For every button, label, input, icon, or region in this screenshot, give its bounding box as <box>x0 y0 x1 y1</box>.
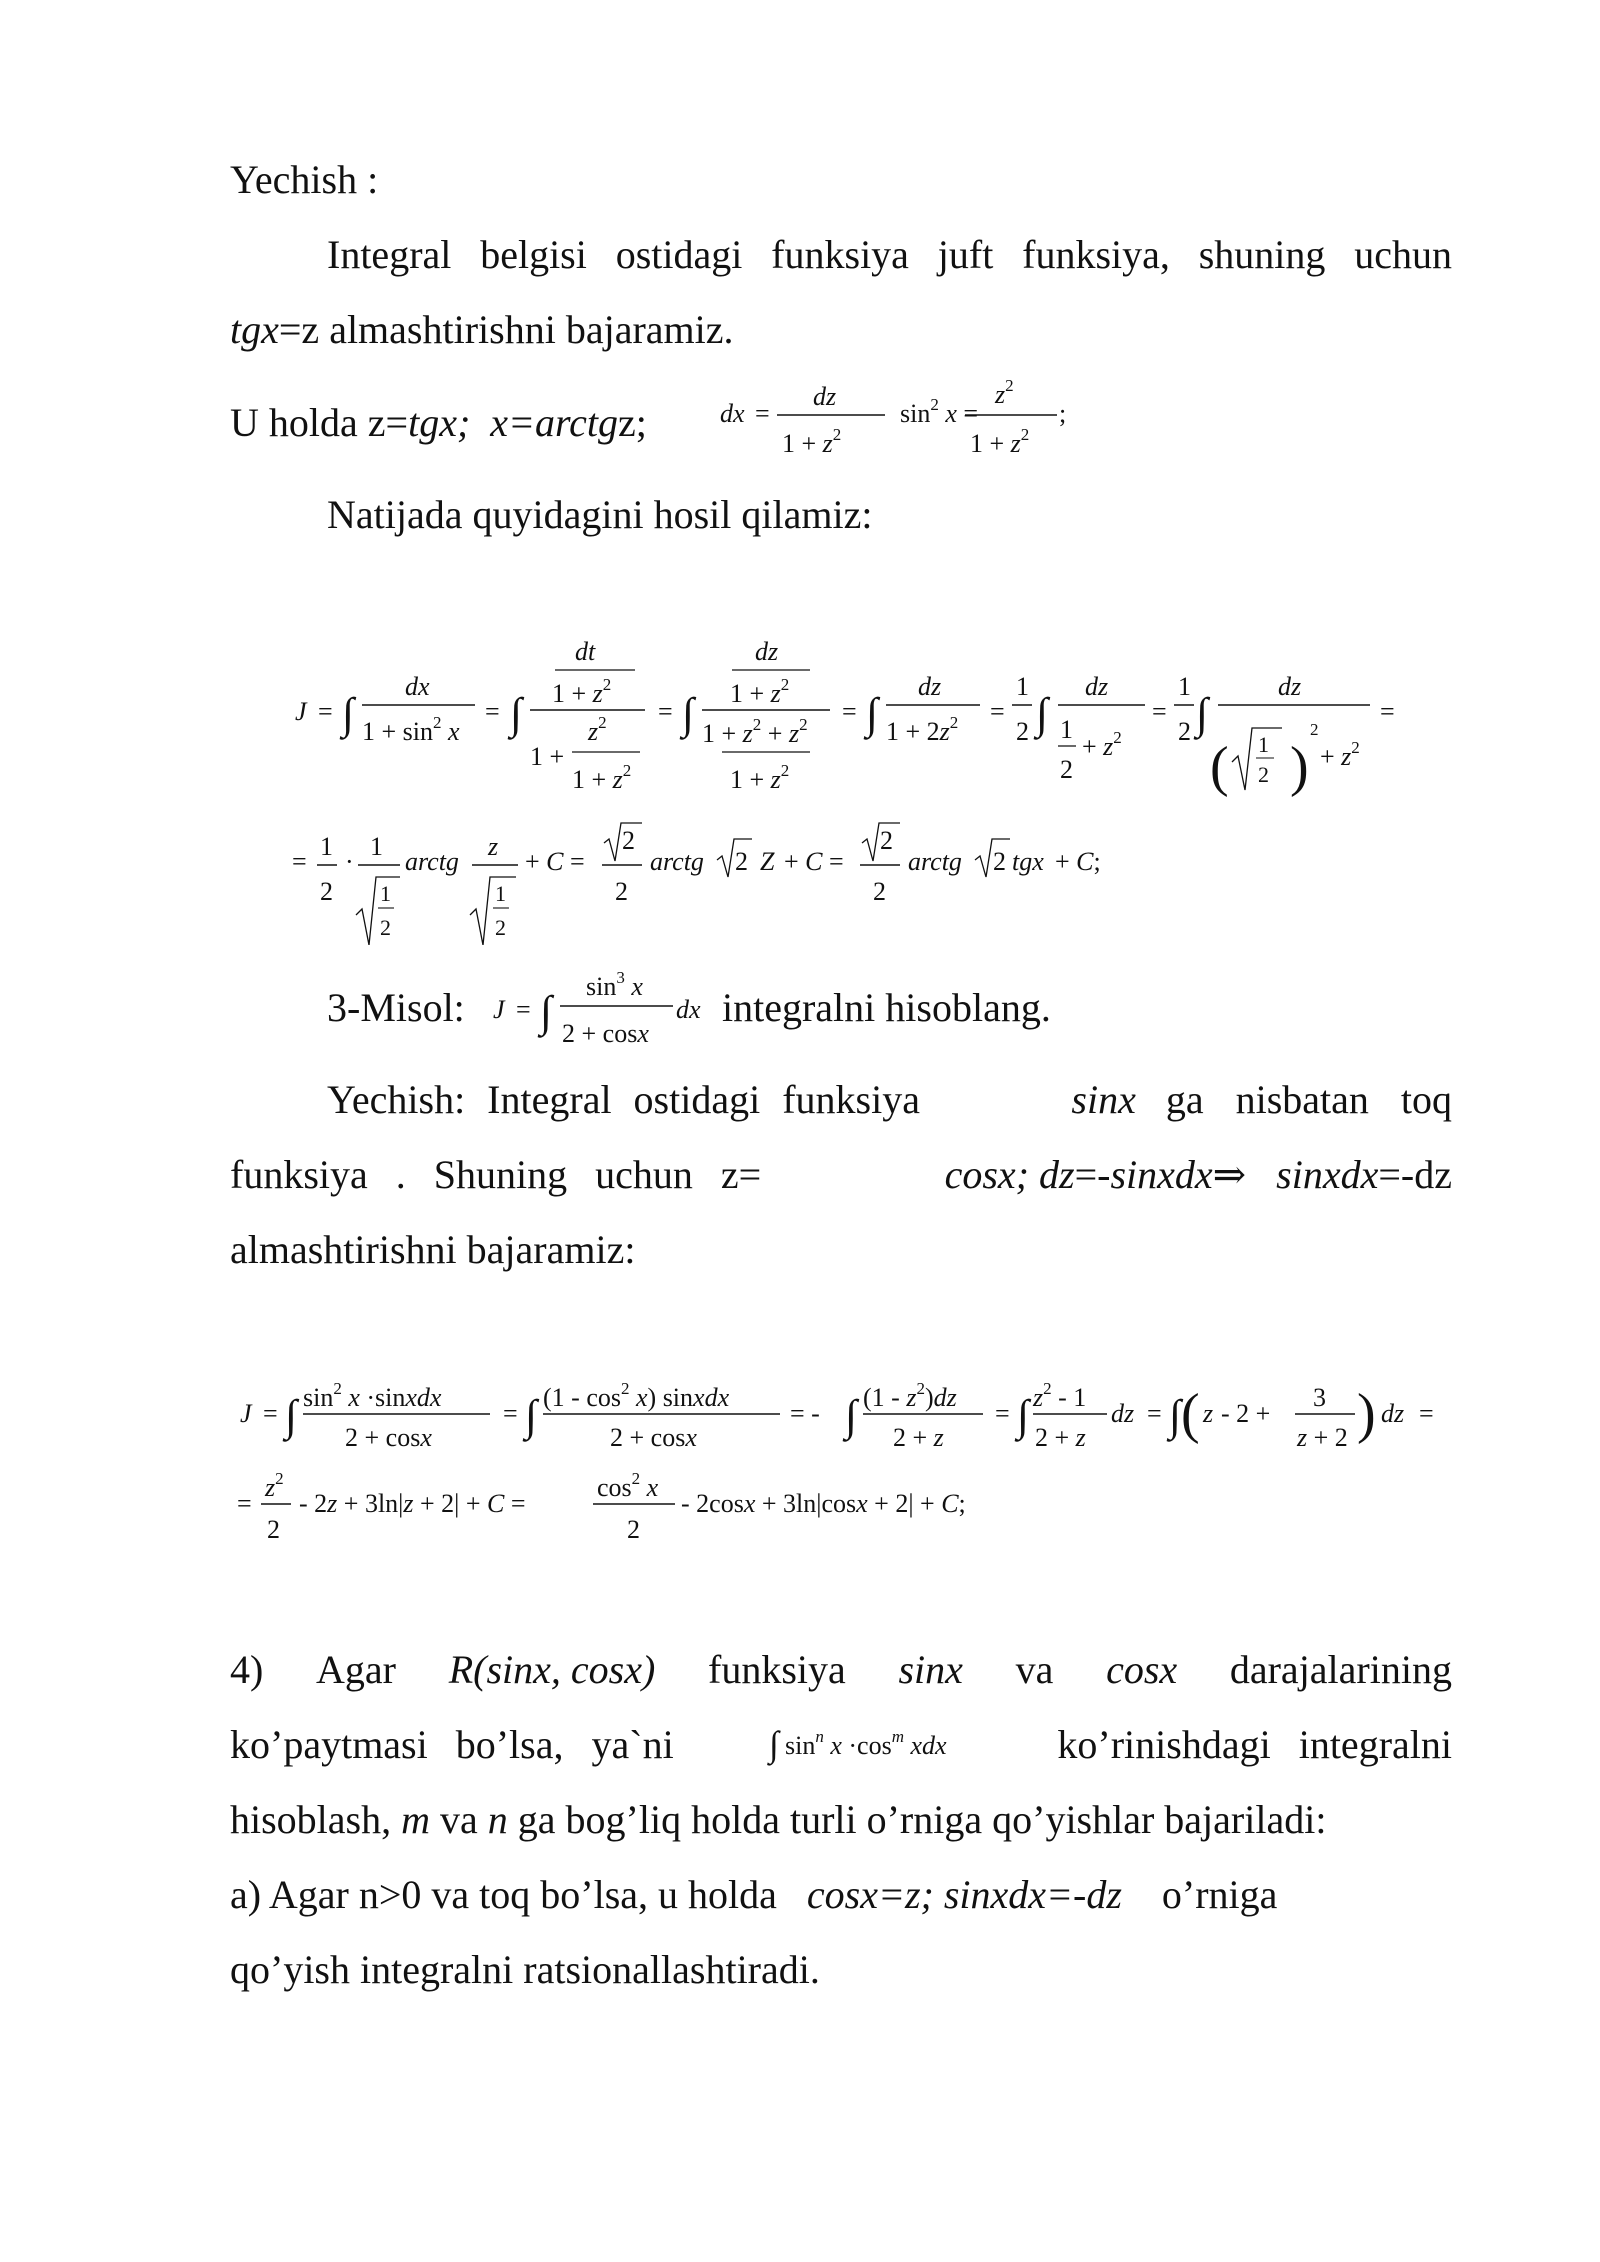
svg-text:1: 1 <box>1258 732 1269 757</box>
svg-text:z2: $z^2$ <box>265 1469 284 1502</box>
svg-text:2: 2 <box>267 1515 280 1544</box>
svg-text:+ C =: + C = <box>784 847 844 876</box>
formula-example3 <box>488 960 718 1060</box>
svg-text:J: J <box>493 995 505 1024</box>
paragraph-line <box>230 1870 1452 1920</box>
svg-text:1 + z2: $1 + z^2$ <box>552 675 612 708</box>
svg-text:dz: dz <box>755 637 779 666</box>
paragraph-text: funksiya . Shuning uchun z= <box>230 1152 762 1197</box>
svg-text:∫: ∫ <box>1036 689 1049 738</box>
svg-text:=: = <box>1152 697 1167 726</box>
svg-text:2: 2 <box>320 877 333 906</box>
paragraph-text: ga nisbatan toq <box>1165 1077 1452 1122</box>
svg-text:dz: dz <box>1381 1399 1405 1428</box>
svg-text:2: 2 <box>1178 717 1191 746</box>
svg-text:z + 2: z + 2 <box>1297 1423 1348 1450</box>
svg-text:+ z2: + $z^2$ <box>1320 738 1360 771</box>
paragraph-line <box>230 305 1452 355</box>
svg-text:∫: ∫ <box>525 1391 538 1440</box>
formula-sin-cos-power <box>761 1720 971 1770</box>
svg-text:1 + z2: $1 + z^2$ <box>572 761 632 794</box>
svg-text:∫: ∫ <box>866 689 879 738</box>
paragraph-line: qo’yish integralni ratsionallashtiradi. <box>230 1947 820 1992</box>
svg-text:dz: dz <box>813 382 837 411</box>
formula-example3-result <box>235 1460 1135 1550</box>
math-var: sinxdx <box>1110 1152 1213 1197</box>
math-var: sinx <box>898 1647 963 1692</box>
svg-text:=: = <box>292 847 307 876</box>
svg-text:1: 1 <box>1016 672 1029 701</box>
svg-text:∫: ∫ <box>1196 689 1209 738</box>
svg-text:(: ( <box>1210 736 1229 798</box>
paragraph-line: Natijada quyidagini hosil qilamiz: <box>327 492 873 537</box>
math-var: R(sinx, cosx) <box>448 1647 656 1692</box>
svg-text:1 + sin2 x: $1 + \sin^2 x$ <box>362 713 460 746</box>
svg-text:J: J <box>295 697 307 726</box>
svg-text:2: 2 <box>993 847 1006 876</box>
svg-text:∫: ∫ <box>1169 1391 1182 1440</box>
paragraph-text-group <box>945 1150 1452 1200</box>
svg-text:2: 2 <box>380 915 391 940</box>
paragraph-text: funksiya <box>708 1647 846 1692</box>
svg-text:- 2 +: - 2 + <box>1221 1399 1271 1428</box>
math-var: sinx <box>1071 1077 1136 1122</box>
paragraph-text: =-dz <box>1378 1152 1452 1197</box>
math-var: cosx; dz <box>944 1152 1075 1197</box>
paragraph-text: ko’rinishdagi integralni <box>1057 1722 1452 1767</box>
svg-text:z2: $z^2$ <box>995 376 1014 409</box>
svg-text:(1 - cos2 x) sinxdx: $(1 - \cos^2 x)$ sinxdx <box>543 1379 730 1412</box>
paragraph-line <box>230 1720 1452 1770</box>
svg-text:1: 1 <box>370 832 383 861</box>
svg-text:2 + z: 2 + z <box>1035 1423 1086 1450</box>
svg-text:2: 2 <box>735 847 748 876</box>
paragraph-line <box>230 1645 1452 1695</box>
svg-text:arctg: arctg <box>908 847 962 876</box>
svg-text:dx: dx <box>405 672 430 701</box>
svg-text:∫: ∫ <box>682 689 695 738</box>
svg-text:;: ; <box>1059 399 1067 428</box>
svg-text:= -: = - <box>790 1399 820 1428</box>
svg-text:): ) <box>1357 1383 1376 1445</box>
svg-text:2 + cosx: 2 + cosx <box>345 1423 432 1450</box>
paragraph-line: Integral belgisi ostidagi funksiya juft funksiya, shuning uchun <box>327 232 1452 277</box>
svg-text:2: 2 <box>495 915 506 940</box>
svg-text:2: 2 <box>627 1515 640 1544</box>
svg-text:=: = <box>1419 1399 1434 1428</box>
svg-text:1 + z2: $1 + z^2$ <box>730 675 790 708</box>
formula-main-result <box>290 815 1190 945</box>
svg-text:2: 2 <box>1310 720 1319 739</box>
paragraph-text: ga bog’liq holda turli o’rniga qo’yishlar bajariladi: <box>517 1797 1327 1842</box>
svg-text:(1 - z2)dz: $(1 - z^2)dz$ <box>863 1379 957 1412</box>
svg-text:dz: dz <box>1278 672 1302 701</box>
svg-text:dx: dx <box>676 995 701 1024</box>
svg-text:=: = <box>755 399 770 428</box>
svg-text:∫: ∫ <box>510 689 523 738</box>
svg-text:1 + 2z2: $1 + 2z^2$ <box>886 713 959 746</box>
svg-text:1: 1 <box>495 881 506 906</box>
math-var: z; <box>617 400 647 445</box>
math-var: cosx=z; sinxdx=-dz <box>806 1872 1122 1917</box>
svg-text:1 + z2: $1 + z^2$ <box>730 761 790 794</box>
svg-text:∫: ∫ <box>285 1391 298 1440</box>
paragraph-text: a) Agar n>0 va toq bo’lsa, u holda <box>230 1872 777 1917</box>
svg-text:3: 3 <box>1313 1383 1326 1412</box>
math-var: m <box>401 1797 431 1842</box>
svg-text:z2 - 1: $z^2 - 1$ <box>1033 1379 1087 1412</box>
svg-text:Z: Z <box>760 847 775 876</box>
svg-text:sin2 x ·sinxdx: $\sin^2 x$ ·sinxdx <box>303 1379 442 1412</box>
svg-text:1 + z2: $1 + z^2$ <box>970 425 1030 458</box>
paragraph-text: Yechish: Integral ostidagi funksiya <box>327 1077 920 1122</box>
svg-text:2: 2 <box>1060 755 1073 784</box>
paragraph-text: ko’paytmasi bo’lsa, ya`ni <box>230 1722 674 1767</box>
svg-text:1 + z2: $1 + z^2$ <box>782 425 842 458</box>
svg-text:sin2 x =: $\sin^2 x$ = <box>900 395 979 428</box>
svg-text:=: = <box>990 697 1005 726</box>
formula-substitution <box>715 370 1095 470</box>
math-var: tgx <box>230 307 279 352</box>
svg-text:dt: dt <box>575 637 596 666</box>
svg-text:1 + z2 + z2: $1 + z^2 + z^2$ <box>702 715 808 748</box>
svg-text:=: = <box>1380 697 1395 726</box>
paragraph-line <box>230 1150 1452 1200</box>
paragraph-text: darajalarining <box>1229 1647 1452 1692</box>
svg-text:=: = <box>842 697 857 726</box>
svg-text:dz: dz <box>1085 672 1109 701</box>
paragraph-text: hisoblash, <box>230 1797 392 1842</box>
paragraph-text: integralni hisoblang. <box>722 985 1051 1030</box>
svg-text:+ C;: + C; <box>1055 847 1101 876</box>
svg-text:z: z <box>488 832 499 861</box>
paragraph-line: almashtirishni bajaramiz: <box>230 1227 636 1272</box>
paragraph-line <box>230 398 710 448</box>
svg-text:=: = <box>995 1399 1010 1428</box>
svg-text:=: = <box>318 697 333 726</box>
svg-text:=: = <box>263 1399 278 1428</box>
svg-text:1: 1 <box>1178 672 1191 701</box>
paragraph-text: =- <box>1074 1152 1111 1197</box>
svg-text:dx: dx <box>720 399 745 428</box>
svg-text:=: = <box>503 1399 518 1428</box>
svg-text:=: = <box>1147 1399 1162 1428</box>
svg-text:tgx: tgx <box>1012 847 1044 876</box>
paragraph-text: =z almashtirishni bajaramiz. <box>278 307 734 352</box>
svg-text:∫: ∫ <box>1017 1391 1030 1440</box>
svg-text:2: 2 <box>622 826 635 855</box>
svg-text:sin3 x: $\sin^3 x$ <box>586 968 643 1001</box>
math-var: sinxdx <box>1276 1152 1379 1197</box>
svg-text:(: ( <box>1181 1383 1200 1445</box>
svg-text:2: 2 <box>1258 762 1269 787</box>
paragraph-line <box>230 1795 1452 1845</box>
svg-text:∫: ∫ <box>342 689 355 738</box>
svg-text:1: 1 <box>320 832 333 861</box>
svg-text:2 + z: 2 + z <box>893 1423 944 1450</box>
svg-text:=: = <box>485 697 500 726</box>
svg-text:∫: ∫ <box>845 1391 858 1440</box>
svg-text:2: 2 <box>880 826 893 855</box>
svg-text:1 +: 1 + <box>530 742 565 771</box>
svg-text:dz: dz <box>918 672 942 701</box>
formula-main-integral <box>290 630 1420 810</box>
svg-text:2 + cosx: 2 + cosx <box>562 1019 649 1048</box>
svg-text:arctg: arctg <box>650 847 704 876</box>
math-var: tgx; <box>408 400 471 445</box>
svg-text:2: 2 <box>873 877 886 906</box>
paragraph-text-group <box>1071 1075 1452 1125</box>
svg-text:∫: ∫ <box>768 1724 779 1764</box>
svg-text:2: 2 <box>615 877 628 906</box>
implies-symbol: ⇒ <box>1212 1152 1247 1197</box>
svg-text:cos2 x: $\cos^2 x$ <box>597 1469 659 1502</box>
svg-text:z2: $z^2$ <box>588 713 607 746</box>
math-var: n <box>487 1797 508 1842</box>
svg-text:z: z <box>1203 1399 1214 1428</box>
svg-text:dz: dz <box>1111 1399 1135 1428</box>
math-var: x=arctg <box>490 400 618 445</box>
svg-text:·: · <box>345 847 354 876</box>
svg-text:=: = <box>516 995 531 1024</box>
formula-example3-transform <box>235 1370 1460 1450</box>
math-var: cosx <box>1106 1647 1178 1692</box>
example-label: 3-Misol: <box>327 985 465 1030</box>
svg-text:∫: ∫ <box>540 987 553 1036</box>
svg-text:2: 2 <box>1016 717 1029 746</box>
svg-text:arctg: arctg <box>405 847 459 876</box>
paragraph-text: va <box>1015 1647 1054 1692</box>
svg-text:1: 1 <box>380 881 391 906</box>
svg-text:2 + cosx: 2 + cosx <box>610 1423 697 1450</box>
svg-text:+ C =: + C = <box>525 847 585 876</box>
heading-yechish: Yechish : <box>230 157 379 202</box>
paragraph-line <box>327 1075 1452 1125</box>
svg-text:=: = <box>237 1489 252 1518</box>
svg-text:=: = <box>658 697 673 726</box>
paragraph-text: U holda z= <box>230 400 409 445</box>
svg-text:- 2cosx + 3ln|cosx + 2| + C;: - 2cosx + 3ln|cosx + 2| + C; <box>681 1489 966 1518</box>
svg-text:- 2z + 3ln|z + 2| + C =: - 2z + 3ln|z + 2| + C = <box>299 1489 526 1518</box>
svg-text:+ z2: + $z^2$ <box>1082 728 1122 761</box>
paragraph-text: o’rniga <box>1161 1872 1278 1917</box>
svg-text:J: J <box>240 1399 252 1428</box>
svg-text:1: 1 <box>1060 715 1073 744</box>
paragraph-text: va <box>440 1797 478 1842</box>
svg-text:sinn x ·cosm xdx: $\sin^n x \cdot\cos^m$ xdx <box>784 1727 947 1760</box>
paragraph-text: Agar <box>316 1647 396 1692</box>
list-number: 4) <box>230 1647 264 1692</box>
svg-text:): ) <box>1290 736 1309 798</box>
